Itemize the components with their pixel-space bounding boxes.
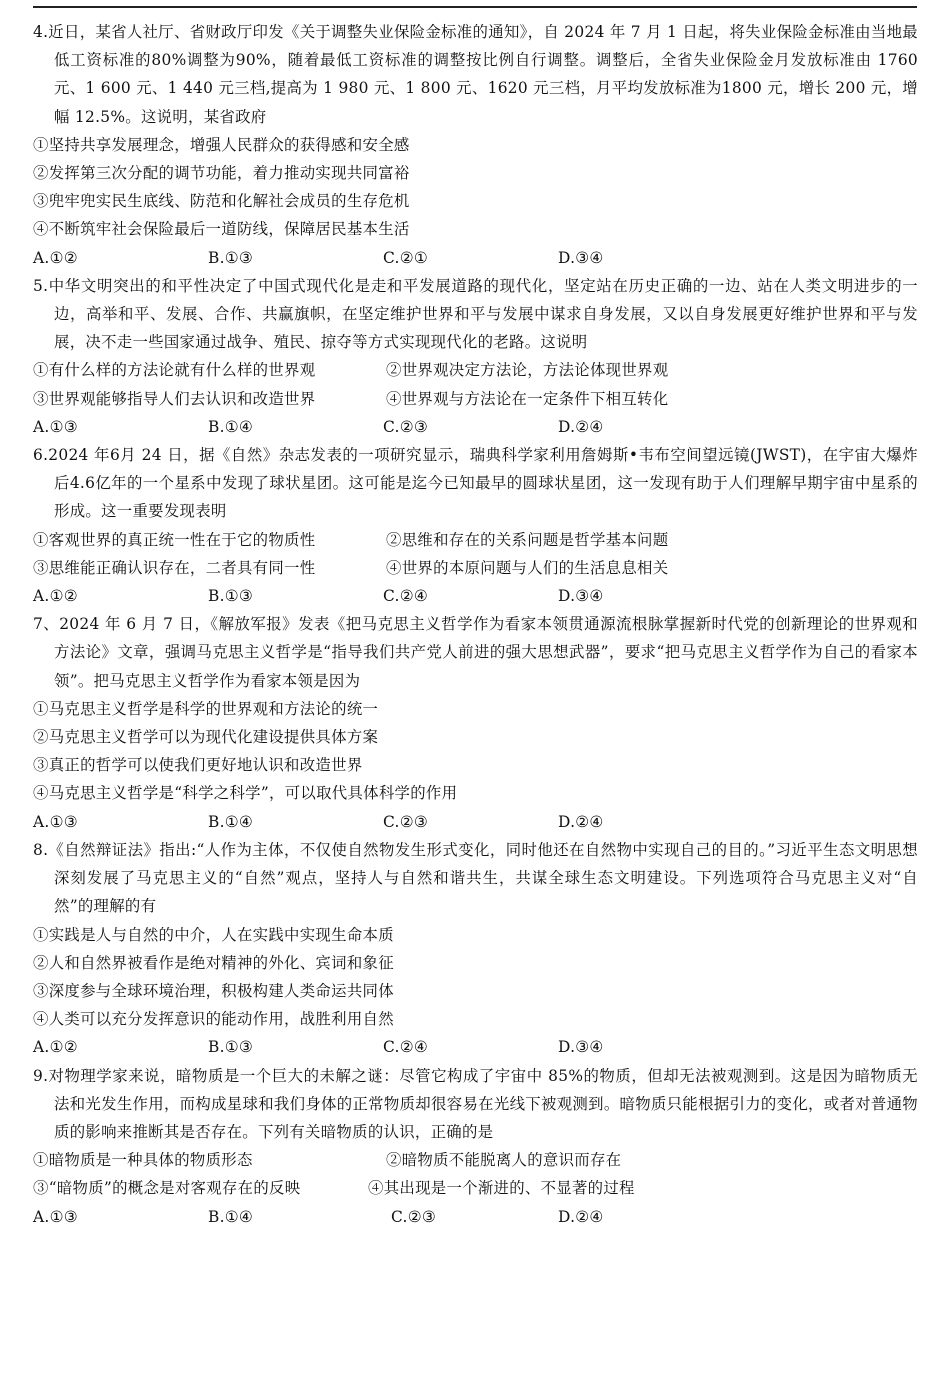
question-list — [33, 18, 918, 1231]
answer-choices — [33, 582, 918, 610]
question-8 — [33, 836, 918, 1062]
option-row — [33, 385, 918, 413]
answer-a: A.①② — [33, 587, 78, 606]
answer-choices — [33, 1033, 918, 1061]
answer-c: C.②④ — [383, 1038, 428, 1057]
answer-c: C.②③ — [391, 1207, 436, 1226]
option-4: ④人类可以充分发挥意识的能动作用，战胜利用自然 — [33, 1010, 394, 1029]
answer-a: A.①③ — [33, 417, 78, 436]
answer-b: B.①④ — [208, 812, 253, 831]
option-2: ②世界观决定方法论，方法论体现世界观 — [386, 361, 669, 380]
option-row — [33, 526, 918, 554]
question-6 — [33, 441, 918, 610]
question-stem: 6.2024 年6月 24 日，据《自然》杂志发表的一项研究显示，瑞典科学家利用詹姆斯•韦布空间望远镜(JWST)，在宇宙大爆炸后4.6亿年的一个星系中发现了球状星团。这可能是迄今已知最早的圆球状星团，这一发现有助于人们理解早期宇宙中星系的形成。这一重要发现表明 — [33, 446, 918, 521]
option-3: ③“暗物质”的概念是对客观存在的反映 — [33, 1179, 301, 1198]
option-4: ④马克思主义哲学是“科学之科学”，可以取代具体科学的作用 — [33, 784, 458, 803]
option-3: ③真正的哲学可以使我们更好地认识和改造世界 — [33, 756, 363, 775]
option-2: ②发挥第三次分配的调节功能，着力推动实现共同富裕 — [33, 164, 410, 183]
answer-c: C.②④ — [383, 587, 428, 606]
option-4: ④不断筑牢社会保险最后一道防线，保障居民基本生活 — [33, 220, 410, 239]
answer-c: C.②③ — [383, 812, 428, 831]
answer-d: D.③④ — [558, 587, 604, 606]
answer-choices — [33, 808, 918, 836]
answer-d: D.②④ — [558, 417, 604, 436]
option-2: ②暗物质不能脱离人的意识而存在 — [386, 1151, 622, 1170]
option-row — [33, 356, 918, 384]
option-3: ③思维能正确认识存在，二者具有同一性 — [33, 558, 316, 577]
option-1: ①暗物质是一种具体的物质形态 — [33, 1151, 253, 1170]
top-rule — [33, 6, 917, 8]
option-3: ③世界观能够指导人们去认识和改造世界 — [33, 389, 316, 408]
option-row — [33, 1146, 918, 1174]
answer-choices — [33, 244, 918, 272]
question-9 — [33, 1062, 918, 1231]
question-4 — [33, 18, 918, 272]
question-7 — [33, 610, 918, 836]
option-3: ③兜牢兜实民生底线、防范和化解社会成员的生存危机 — [33, 192, 410, 211]
answer-d: D.③④ — [558, 248, 604, 267]
answer-c: C.②③ — [383, 417, 428, 436]
question-stem: 9.对物理学家来说，暗物质是一个巨大的未解之谜：尽管它构成了宇宙中 85%的物质，但却无法被观测到。这是因为暗物质无法和光发生作用，而构成星球和我们身体的正常物质却很容易在光线下被观测到。暗物质只能根据引力的变化，或者对普通物质的影响来推断其是否存在。下列有关暗物质的认识，正确的是 — [33, 1066, 918, 1141]
answer-d: D.②④ — [558, 812, 604, 831]
option-1: ①有什么样的方法论就有什么样的世界观 — [33, 361, 316, 380]
answer-d: D.②④ — [558, 1207, 604, 1226]
option-3: ③深度参与全球环境治理，积极构建人类命运共同体 — [33, 981, 394, 1000]
option-2: ②马克思主义哲学可以为现代化建设提供具体方案 — [33, 728, 379, 747]
answer-b: B.①④ — [208, 417, 253, 436]
answer-d: D.③④ — [558, 1038, 604, 1057]
option-2: ②人和自然界被看作是绝对精神的外化、宾词和象征 — [33, 953, 394, 972]
option-2: ②思维和存在的关系问题是哲学基本问题 — [386, 530, 669, 549]
question-stem: 4.近日，某省人社厅、省财政厅印发《关于调整失业保险金标准的通知》，自 2024 年 7 月 1 日起，将失业保险金标准由当地最低工资标准的80%调整为90%，随着最低工资标准的调整按比例自行调整。调整后，全省失业保险金月发放标准由 1760 元、1 600 元、1 440 元三档,提高为 1 980 元、1 800 元、1620 元三档，月平均发放标准为1800 元，增长 200 元，增幅 12.5%。这说明，某省政府 — [33, 23, 918, 126]
answer-b: B.①③ — [208, 1038, 253, 1057]
answer-a: A.①③ — [33, 1207, 78, 1226]
question-stem: 5.中华文明突出的和平性决定了中国式现代化是走和平发展道路的现代化，坚定站在历史正确的一边、站在人类文明进步的一边，高举和平、发展、合作、共赢旗帜，在坚定维护世界和平与发展中谋求自身发展，又以自身发展更好维护世界和平与发展，决不走一些国家通过战争、殖民、掠夺等方式实现现代化的老路。这说明 — [33, 276, 918, 352]
option-4: ④世界观与方法论在一定条件下相互转化 — [386, 389, 669, 408]
option-row — [33, 554, 918, 582]
answer-c: C.②① — [383, 248, 428, 267]
option-row — [33, 1174, 918, 1202]
answer-choices — [33, 1203, 918, 1231]
option-1: ①马克思主义哲学是科学的世界观和方法论的统一 — [33, 699, 379, 718]
option-4: ④世界的本原问题与人们的生活息息相关 — [386, 558, 669, 577]
option-1: ①客观世界的真正统一性在于它的物质性 — [33, 530, 316, 549]
answer-choices — [33, 413, 918, 441]
option-1: ①坚持共享发展理念，增强人民群众的获得感和安全感 — [33, 135, 410, 154]
question-stem: 7、2024 年 6 月 7 日，《解放军报》发表《把马克思主义哲学作为看家本领贯通源流根脉掌握新时代党的创新理论的世界观和方法论》文章，强调马克思主义哲学是“指导我们共产党人前进的强大思想武器”，要求“把马克思主义哲学作为自己的看家本领”。把马克思主义哲学作为看家本领是因为 — [33, 615, 918, 690]
question-5 — [33, 272, 918, 441]
answer-a: A.①③ — [33, 812, 78, 831]
answer-b: B.①④ — [208, 1207, 253, 1226]
answer-a: A.①② — [33, 248, 78, 267]
answer-b: B.①③ — [208, 248, 253, 267]
option-1: ①实践是人与自然的中介，人在实践中实现生命本质 — [33, 925, 394, 944]
answer-b: B.①③ — [208, 587, 253, 606]
option-4: ④其出现是一个渐进的、不显著的过程 — [368, 1179, 635, 1198]
question-stem: 8.《自然辩证法》指出:“人作为主体，不仅使自然物发生形式变化，同时他还在自然物中实现自己的目的。”习近平生态文明思想深刻发展了马克思主义的“自然”观点，坚持人与自然和谐共生，共谋全球生态文明建设。下列选项符合马克思主义对“自然”的理解的有 — [33, 840, 918, 916]
answer-a: A.①② — [33, 1038, 78, 1057]
